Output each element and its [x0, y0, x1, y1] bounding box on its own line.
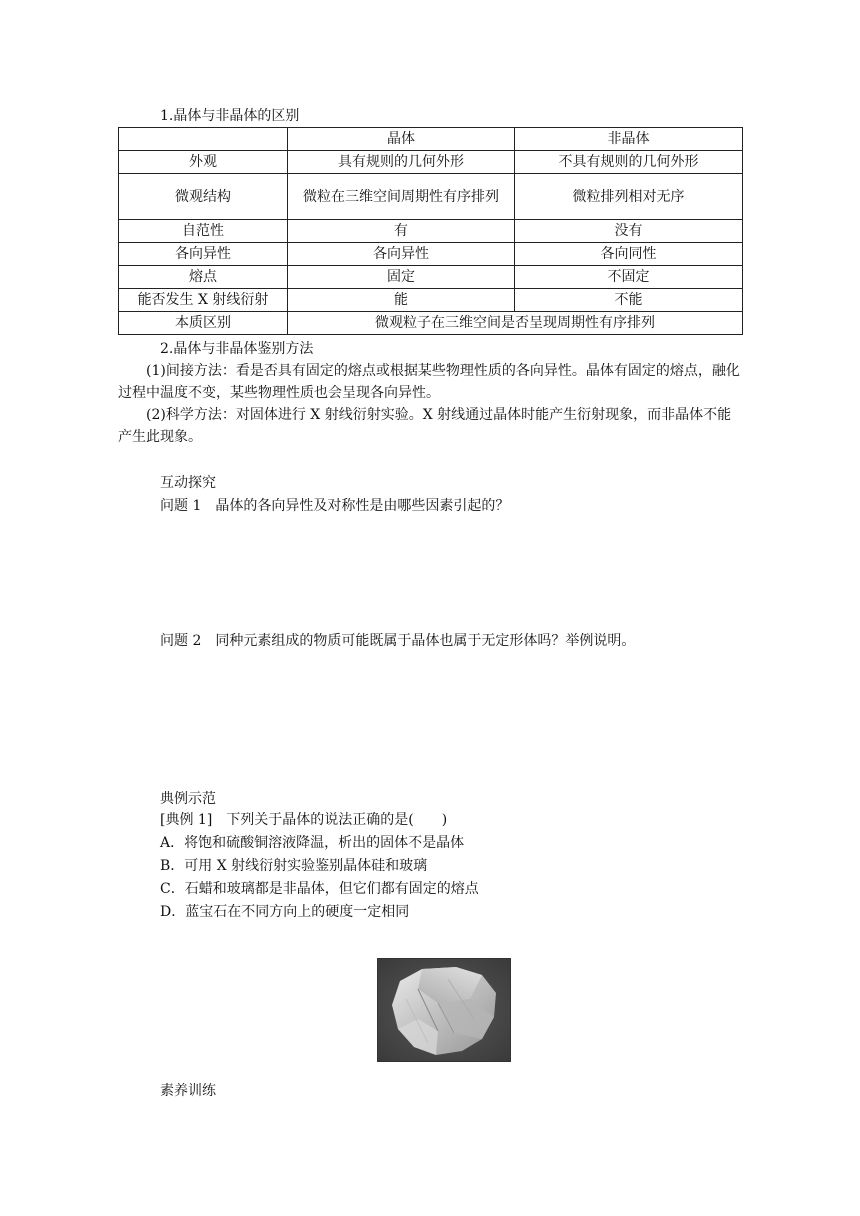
crystal-cell: 有	[288, 220, 515, 243]
amorphous-cell: 微粒排列相对无序	[515, 174, 743, 220]
table-row	[119, 243, 743, 266]
table-header-cell	[119, 128, 288, 151]
amorphous-cell: 不具有规则的几何外形	[515, 151, 743, 174]
table-row	[119, 220, 743, 243]
crystal-cell: 固定	[288, 266, 515, 289]
question-1: 问题 1 晶体的各向异性及对称性是由哪些因素引起的？	[160, 498, 510, 514]
row-label: 熔点	[119, 266, 288, 289]
amorphous-cell: 不能	[515, 289, 743, 312]
row-label: 微观结构	[119, 174, 288, 220]
row-label: 自范性	[119, 220, 288, 243]
crystal-cell: 具有规则的几何外形	[288, 151, 515, 174]
example-stem: [典例 1] 下列关于晶体的说法正确的是( )	[160, 812, 448, 828]
table-row	[119, 289, 743, 312]
row-label: 能否发生 X 射线衍射	[119, 289, 288, 312]
section2-title: 2.晶体与非晶体鉴别方法	[160, 341, 314, 357]
table-row	[119, 266, 743, 289]
paragraph-indirect-method: (1)间接方法：看是否具有固定的熔点或根据某些物理性质的各向异性。晶体有固定的熔点，融化过程中温度不变，某些物理性质也会呈现各向异性。	[118, 363, 740, 401]
crystal-cell: 微粒在三维空间周期性有序排列	[288, 174, 515, 220]
row-label: 各向异性	[119, 243, 288, 266]
table-row	[119, 312, 743, 335]
amorphous-cell: 不固定	[515, 266, 743, 289]
table-row	[119, 174, 743, 220]
training-heading: 素养训练	[160, 1083, 216, 1099]
table-header-cell: 非晶体	[515, 128, 743, 151]
crystal-cell: 能	[288, 289, 515, 312]
option-d: D．蓝宝石在不同方向上的硬度一定相同	[160, 904, 410, 920]
option-b: B．可用 X 射线衍射实验鉴别晶体硅和玻璃	[160, 858, 428, 874]
paragraph-scientific-method: (2)科学方法：对固体进行 X 射线衍射实验。X 射线通过晶体时能产生衍射现象，而非晶体不能产生此现象。	[118, 407, 732, 445]
section1-title: 1.晶体与非晶体的区别	[160, 108, 300, 124]
table-header-row	[119, 128, 743, 151]
crystal-comparison-table	[118, 127, 743, 335]
table-row	[119, 151, 743, 174]
option-c: C．石蜡和玻璃都是非晶体，但它们都有固定的熔点	[160, 881, 479, 897]
question-2: 问题 2 同种元素组成的物质可能既属于晶体也属于无定形体吗？举例说明。	[160, 633, 636, 649]
inquiry-heading: 互动探究	[160, 475, 216, 491]
amorphous-cell: 没有	[515, 220, 743, 243]
table-header-cell: 晶体	[288, 128, 515, 151]
example-heading: 典例示范	[160, 791, 216, 807]
crystal-photo	[377, 958, 511, 1062]
option-a: A．将饱和硫酸铜溶液降温，析出的固体不是晶体	[160, 835, 465, 851]
amorphous-cell: 各向同性	[515, 243, 743, 266]
crystal-cell: 各向异性	[288, 243, 515, 266]
essence-cell: 微观粒子在三维空间是否呈现周期性有序排列	[288, 312, 743, 335]
row-label: 本质区别	[119, 312, 288, 335]
row-label: 外观	[119, 151, 288, 174]
